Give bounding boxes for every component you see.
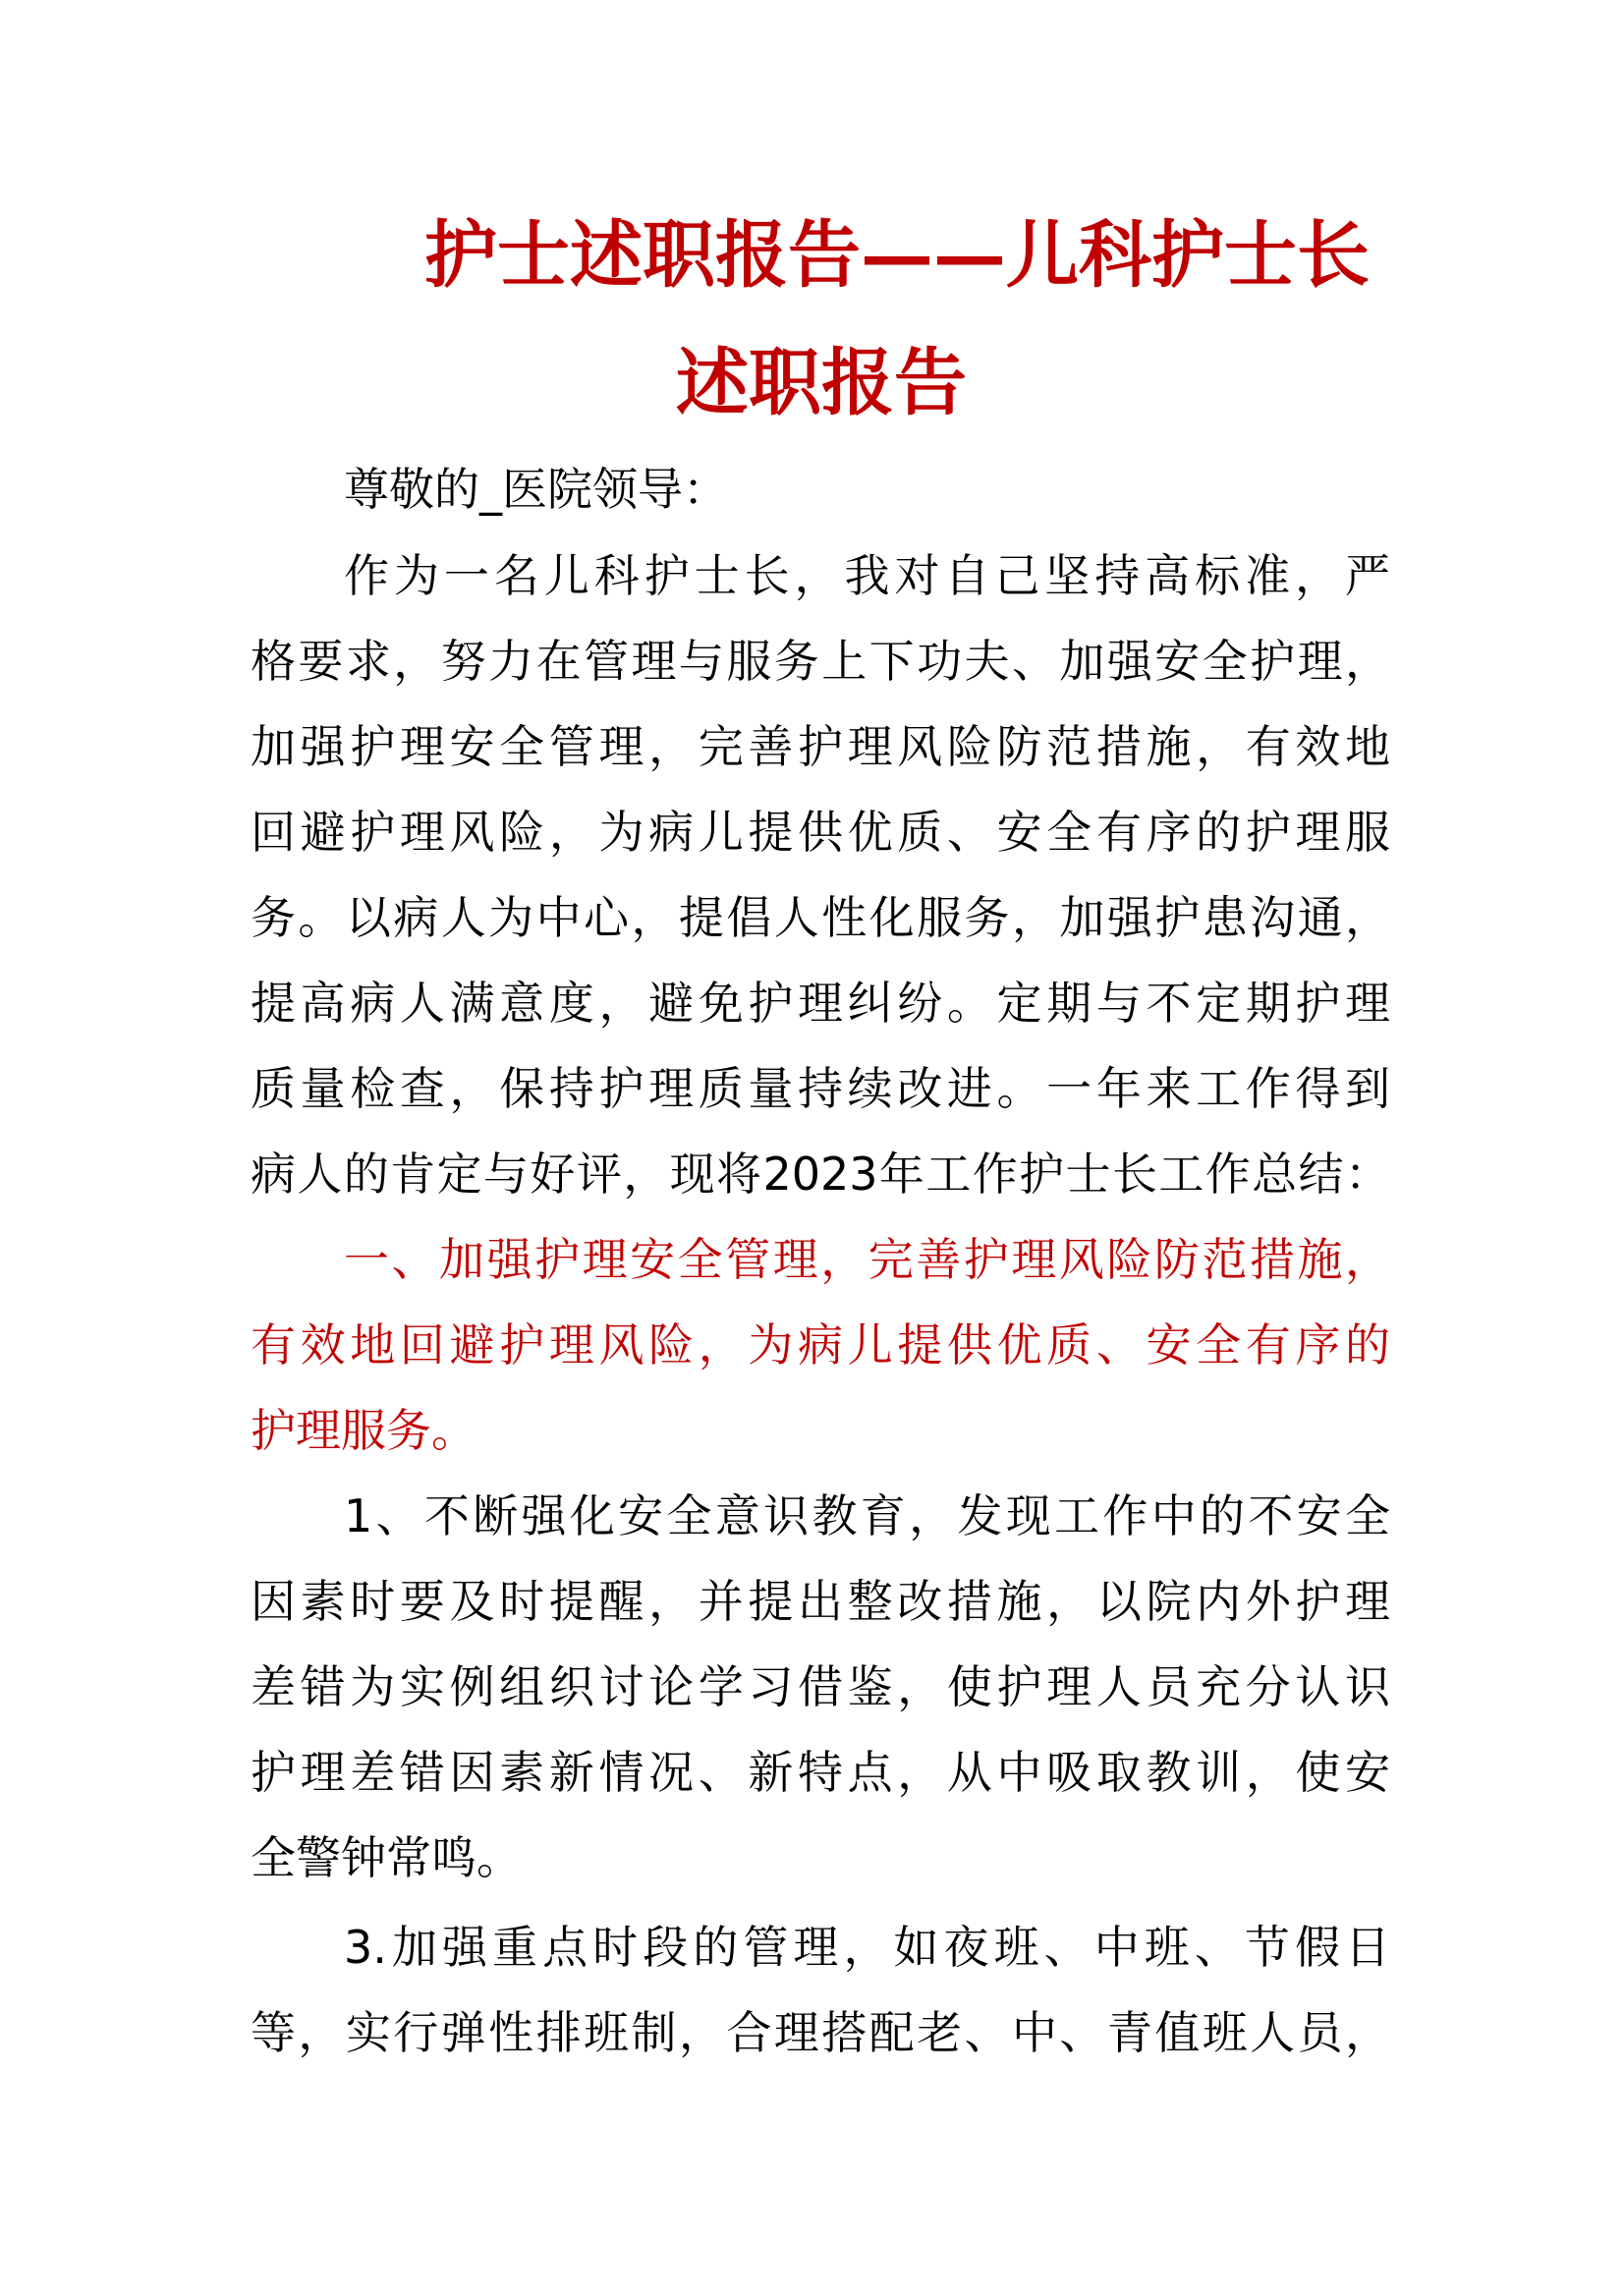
heading-line: 有效地回避护理风险，为病儿提供优质、安全有序的 (251, 1318, 1390, 1372)
text-line: 护理差错因素新情况、新特点，从中吸取教训，使安 (251, 1746, 1390, 1799)
text-line: 1、不断强化安全意识教育，发现工作中的不安全 (344, 1489, 1390, 1542)
text-line: 等，实行弹性排班制，合理搭配老、中、青值班人员， (251, 2006, 1390, 2059)
document-title-line-1: 护士述职报告——儿科护士长 (424, 213, 1370, 298)
text-line: 因素时要及时提醒，并提出整改措施，以院内外护理 (251, 1575, 1390, 1628)
text-line: 务。以病人为中心，提倡人性化服务，加强护患沟通， (251, 891, 1390, 944)
text-line: 差错为实例组织讨论学习借鉴，使护理人员充分认识 (251, 1660, 1390, 1713)
text-line: 病人的肯定与好评，现将2023年工作护士长工作总结： (251, 1148, 1390, 1201)
document-title-line-2: 述职报告 (676, 341, 967, 425)
text-line: 格要求，努力在管理与服务上下功夫、加强安全护理， (251, 635, 1390, 688)
text-line: 全警钟常鸣。 (251, 1831, 522, 1884)
text-line: 回避护理风险，为病儿提供优质、安全有序的护理服 (251, 806, 1390, 859)
text-line: 作为一名儿科护士长，我对自己坚持高标准，严 (344, 549, 1390, 602)
text-line: 质量检查，保持护理质量持续改进。一年来工作得到 (251, 1062, 1390, 1115)
heading-line: 一、加强护理安全管理，完善护理风险防范措施， (344, 1233, 1390, 1286)
text-line: 3.加强重点时段的管理，如夜班、中班、节假日 (344, 1921, 1390, 1974)
text-line: 提高病人满意度，避免护理纠纷。定期与不定期护理 (251, 977, 1390, 1030)
salutation: 尊敬的_医院领导： (344, 463, 728, 516)
text-line: 加强护理安全管理，完善护理风险防范措施，有效地 (251, 720, 1390, 773)
heading-line: 护理服务。 (251, 1404, 476, 1457)
